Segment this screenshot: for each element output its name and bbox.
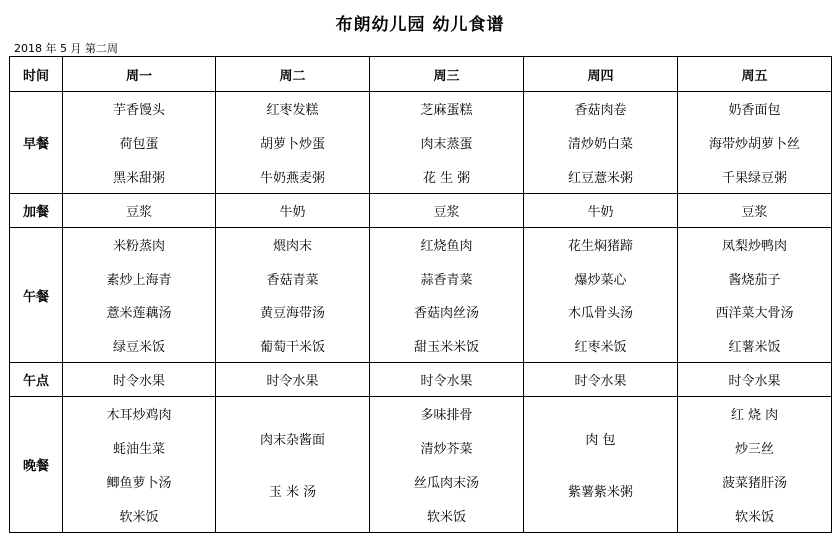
column-header: 周一 [63, 57, 216, 92]
column-header: 周二 [216, 57, 370, 92]
menu-cell [370, 228, 524, 363]
table-row [10, 92, 832, 194]
dish: 鲫鱼萝卜汤 [106, 475, 172, 491]
dish: 荷包蛋 [119, 136, 159, 152]
dish: 清炒芥菜 [420, 442, 473, 458]
dish: 绿豆米饭 [112, 339, 165, 355]
dish: 酱烧茄子 [728, 272, 781, 288]
menu-cell [524, 92, 678, 194]
menu-cell: 时令水果 [524, 363, 678, 397]
week-label: 2018 年 5 月 第二周 [14, 42, 118, 55]
menu-cell [678, 228, 832, 363]
meal-label: 晚餐 [10, 397, 63, 533]
dish: 香菇肉丝汤 [413, 306, 479, 322]
menu-cell [370, 92, 524, 194]
dish: 蚝油生菜 [112, 442, 165, 458]
dish: 木瓜骨头汤 [567, 306, 633, 322]
dish: 芋香馒头 [112, 103, 165, 119]
dish: 玉 米 汤 [268, 484, 317, 500]
table-row [10, 363, 832, 397]
menu-cell [63, 228, 216, 363]
column-header: 时间 [10, 57, 63, 92]
dish: 软米饭 [119, 509, 159, 525]
menu-table [9, 56, 832, 533]
menu-cell [216, 228, 370, 363]
menu-cell: 牛奶 [216, 194, 370, 228]
dish: 红烧鱼肉 [420, 239, 473, 255]
menu-cell [63, 397, 216, 533]
dish: 木耳炒鸡肉 [106, 408, 172, 424]
menu-cell: 牛奶 [524, 194, 678, 228]
dish: 香菇青菜 [266, 272, 319, 288]
dish: 肉 包 [585, 433, 616, 449]
meal-label: 加餐 [10, 194, 63, 228]
page-title: 布朗幼儿园 幼儿食谱 [335, 15, 505, 35]
menu-cell [370, 397, 524, 533]
dish: 牛奶燕麦粥 [259, 170, 325, 186]
column-header: 周三 [370, 57, 524, 92]
menu-cell [216, 397, 370, 533]
dish: 软米饭 [734, 509, 774, 525]
dish: 煨肉末 [272, 239, 312, 255]
table-row [10, 194, 832, 228]
menu-cell [524, 397, 678, 533]
menu-cell: 时令水果 [63, 363, 216, 397]
menu-cell: 时令水果 [678, 363, 832, 397]
dish: 爆炒菜心 [574, 272, 627, 288]
dish: 西洋菜大骨汤 [715, 306, 794, 322]
dish: 炒三丝 [734, 442, 774, 458]
dish: 红枣米饭 [574, 339, 627, 355]
menu-cell: 时令水果 [216, 363, 370, 397]
dish: 甜玉米米饭 [413, 339, 479, 355]
column-header: 周五 [678, 57, 832, 92]
dish: 凤梨炒鸭肉 [721, 239, 787, 255]
dish: 千果绿豆粥 [721, 170, 787, 186]
menu-cell [678, 397, 832, 533]
dish: 蒜香青菜 [420, 272, 473, 288]
meal-label: 午点 [10, 363, 63, 397]
dish: 黄豆海带汤 [259, 306, 325, 322]
dish: 奶香面包 [728, 103, 781, 119]
dish: 胡萝卜炒蛋 [259, 136, 325, 152]
dish: 香菇肉卷 [574, 103, 627, 119]
dish: 葡萄干米饭 [259, 339, 325, 355]
dish: 芝麻蛋糕 [420, 103, 473, 119]
meal-label: 午餐 [10, 228, 63, 363]
dish: 丝瓜肉末汤 [413, 475, 479, 491]
dish: 花 生 粥 [422, 170, 471, 186]
dish: 黑米甜粥 [112, 170, 165, 186]
dish: 米粉蒸肉 [112, 239, 165, 255]
menu-cell: 时令水果 [370, 363, 524, 397]
table-row [10, 397, 832, 533]
dish: 素炒上海青 [106, 272, 172, 288]
dish: 红枣发糕 [266, 103, 319, 119]
menu-cell [63, 92, 216, 194]
dish: 红薯米饭 [728, 339, 781, 355]
dish: 清炒奶白菜 [567, 136, 633, 152]
column-header: 周四 [524, 57, 678, 92]
meal-label: 早餐 [10, 92, 63, 194]
menu-cell: 豆浆 [370, 194, 524, 228]
dish: 海带炒胡萝卜丝 [708, 136, 800, 152]
dish: 软米饭 [426, 509, 466, 525]
menu-cell: 豆浆 [678, 194, 832, 228]
dish: 多味排骨 [420, 408, 473, 424]
dish: 薏米莲藕汤 [106, 306, 172, 322]
dish: 紫薯紫米粥 [567, 484, 633, 500]
dish: 肉末蒸蛋 [420, 136, 473, 152]
dish: 红 烧 肉 [730, 408, 779, 424]
header-row [10, 57, 832, 92]
dish: 花生焖猪蹄 [567, 239, 633, 255]
table-row [10, 228, 832, 363]
dish: 肉末杂酱面 [259, 433, 325, 449]
dish: 菠菜猪肝汤 [721, 475, 787, 491]
dish: 红豆薏米粥 [567, 170, 633, 186]
menu-cell [678, 92, 832, 194]
menu-cell [216, 92, 370, 194]
menu-cell: 豆浆 [63, 194, 216, 228]
menu-cell [524, 228, 678, 363]
